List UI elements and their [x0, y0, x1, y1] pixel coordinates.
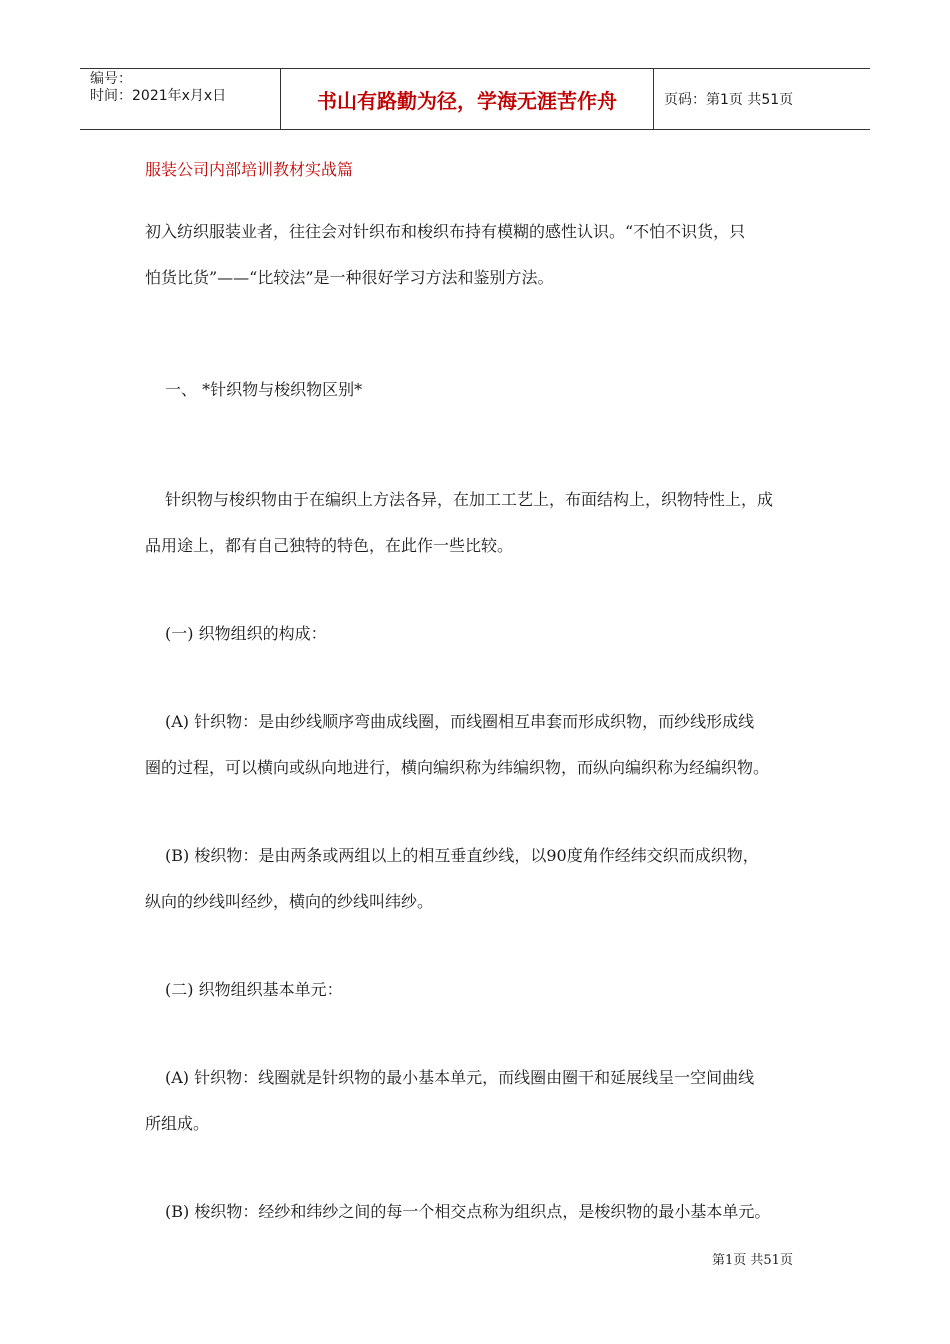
header-motto: 书山有路勤为径，学海无涯苦作舟 — [281, 69, 654, 129]
intro-line-2: 怕货比货”——“比较法”是一种很好学习方法和鉴别方法。 — [145, 268, 554, 287]
header-page-info: 页码：第1页 共51页 — [664, 92, 794, 108]
section-para-line-1: 针织物与梭织物由于在编织上方法各异，在加工工艺上，布面结构上，织物特性上，成 — [165, 490, 774, 509]
sub2-b-line-1: (B) 梭织物：经纱和纬纱之间的每一个相交点称为组织点，是梭织物的最小基本单元。 — [165, 1202, 771, 1221]
page-header — [80, 68, 870, 130]
subsection-2-heading: (二) 织物组织基本单元： — [165, 980, 343, 999]
section-heading: 一、 *针织物与梭织物区别* — [165, 380, 363, 399]
sub2-a-line-2: 所组成。 — [145, 1114, 210, 1133]
section-para-line-2: 品用途上，都有自己独特的特色，在此作一些比较。 — [145, 536, 514, 555]
intro-line-1: 初入纺织服装业者，往往会对针织布和梭织布持有模糊的感性认识。“不怕不识货，只 — [145, 222, 746, 241]
sub1-b-line-1: (B) 梭织物：是由两条或两组以上的相互垂直纱线，以90度角作经纬交织而成织物， — [165, 846, 759, 865]
page-footer: 第1页 共51页 — [712, 1253, 793, 1268]
sub1-b-line-2: 纵向的纱线叫经纱，横向的纱线叫纬纱。 — [145, 892, 434, 911]
subsection-1-heading: (一) 织物组织的构成： — [165, 624, 327, 643]
number-label: 编号： — [90, 71, 132, 87]
sub2-a-line-1: (A) 针织物：线圈就是针织物的最小基本单元，而线圈由圈干和延展线呈一空间曲线 — [165, 1068, 755, 1087]
header-meta — [80, 69, 281, 129]
sub1-a-line-1: (A) 针织物：是由纱线顺序弯曲成线圈，而线圈相互串套而形成织物，而纱线形成线 — [165, 712, 755, 731]
sub1-a-line-2: 圈的过程，可以横向或纵向地进行，横向编织称为纬编织物，而纵向编织称为经编织物。 — [145, 758, 770, 777]
document-title: 服装公司内部培训教材实战篇 — [145, 160, 354, 179]
time-label: 时间：2021年x月x日 — [90, 88, 227, 104]
